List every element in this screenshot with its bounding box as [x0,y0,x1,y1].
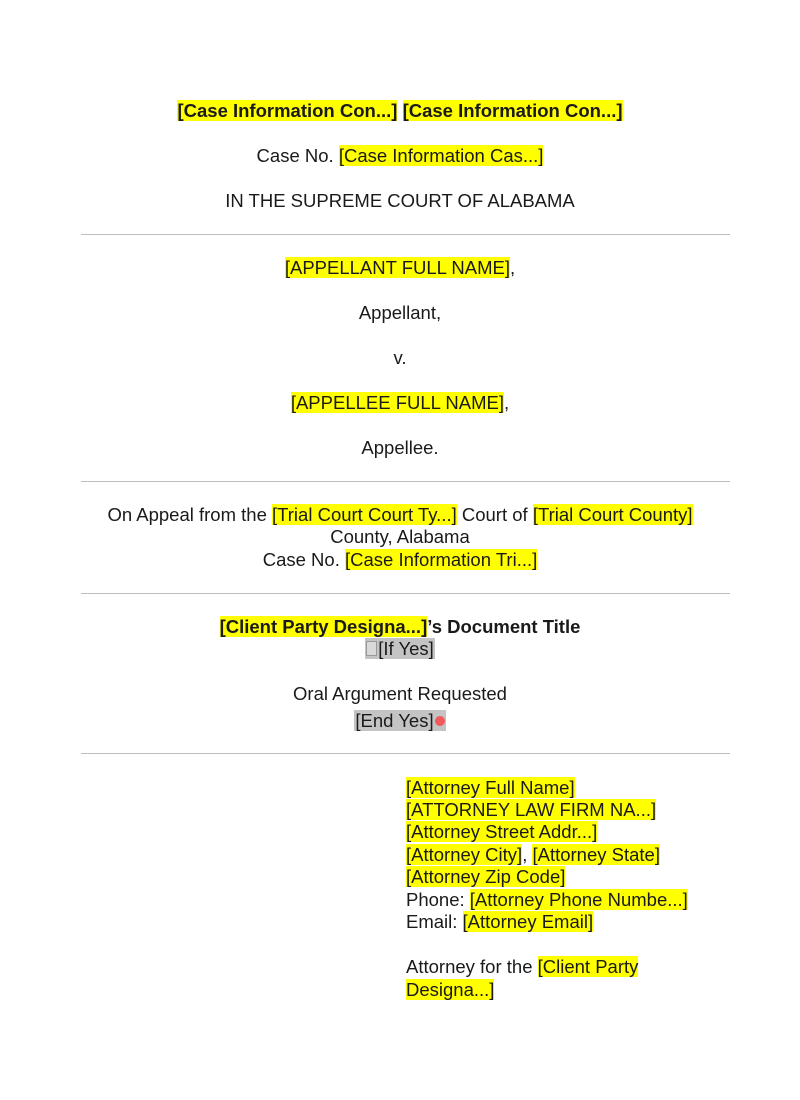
oral-argument-text: Oral Argument Requested [293,683,507,704]
case-caption [0,100,800,123]
attorney-for-label: Attorney for the [406,956,533,977]
court-name: IN THE SUPREME COURT OF ALABAMA [225,190,575,211]
divider-1 [81,234,730,235]
zip-line [406,866,736,889]
city-state-line [406,844,736,867]
appeal-from-line [0,504,800,527]
attorney-name-field[interactable]: [Attorney Full Name] [406,777,575,798]
attorney-name-line [406,777,736,800]
street-line [406,821,736,844]
appeal-prefix: On Appeal from the [107,504,267,525]
trial-case-number-line [0,549,800,572]
case-number-line [0,145,800,168]
appellant-suffix: , [510,257,516,278]
document-title-suffix: ’s Document Title [427,616,581,637]
appellant-role: Appellant, [358,302,442,323]
city-field[interactable]: [Attorney City] [406,844,523,865]
if-yes-conditional[interactable] [365,638,435,659]
trial-court-county-field[interactable]: [Trial Court County] [532,504,693,525]
phone-line [406,889,736,912]
trial-case-number-label: Case No. [262,549,340,570]
end-yes-conditional[interactable] [354,710,445,731]
case-number-field[interactable]: [Case Information Cas...] [338,145,544,166]
appellant-name-field[interactable]: [APPELLANT FULL NAME] [284,257,511,278]
caption-left-field[interactable]: [Case Information Con...] [177,100,398,121]
checkbox-icon [366,641,377,656]
email-field[interactable]: [Attorney Email] [462,911,594,932]
phone-field[interactable]: [Attorney Phone Numbe...] [469,889,688,910]
client-party-field[interactable]: [Client Party Designa...] [219,616,428,637]
if-yes-text: [If Yes] [378,638,434,659]
zip-field[interactable]: [Attorney Zip Code] [406,866,566,887]
law-firm-field[interactable]: [ATTORNEY LAW FIRM NA...] [406,799,657,820]
attorney-for-field-part1[interactable]: [Client Party [537,956,639,977]
attorney-for-field-part2[interactable]: Designa...] [406,979,495,1000]
appellee-suffix: , [504,392,510,413]
red-dot-icon [435,716,445,726]
email-label: Email: [406,911,458,932]
caption-right-field[interactable]: [Case Information Con...] [402,100,623,121]
document-title [0,616,800,639]
divider-2 [81,481,730,482]
end-yes-text: [End Yes] [355,710,434,731]
appeal-middle: Court of [461,504,528,525]
phone-label: Phone: [406,889,465,910]
attorney-for-line [406,956,736,979]
law-firm-line [406,799,736,822]
case-number-label: Case No. [256,145,334,166]
appellee-role: Appellee. [361,437,439,458]
if-yes-line [0,638,800,661]
trial-case-number-field[interactable]: [Case Information Tri...] [345,549,538,570]
city-separator: , [522,844,528,865]
email-line [406,911,736,934]
appellee-line [0,392,800,415]
trial-court-type-field[interactable]: [Trial Court Court Ty...] [272,504,457,525]
end-yes-line [0,710,800,733]
appellee-name-field[interactable]: [APPELLEE FULL NAME] [290,392,505,413]
street-field[interactable]: [Attorney Street Addr...] [406,821,598,842]
state-field[interactable]: [Attorney State] [532,844,660,865]
versus-text: v. [393,347,407,368]
county-state-line: County, Alabama [330,526,470,547]
attorney-for-line-2 [406,979,736,1002]
divider-4 [81,753,730,754]
appellant-line [0,257,800,280]
divider-3 [81,593,730,594]
